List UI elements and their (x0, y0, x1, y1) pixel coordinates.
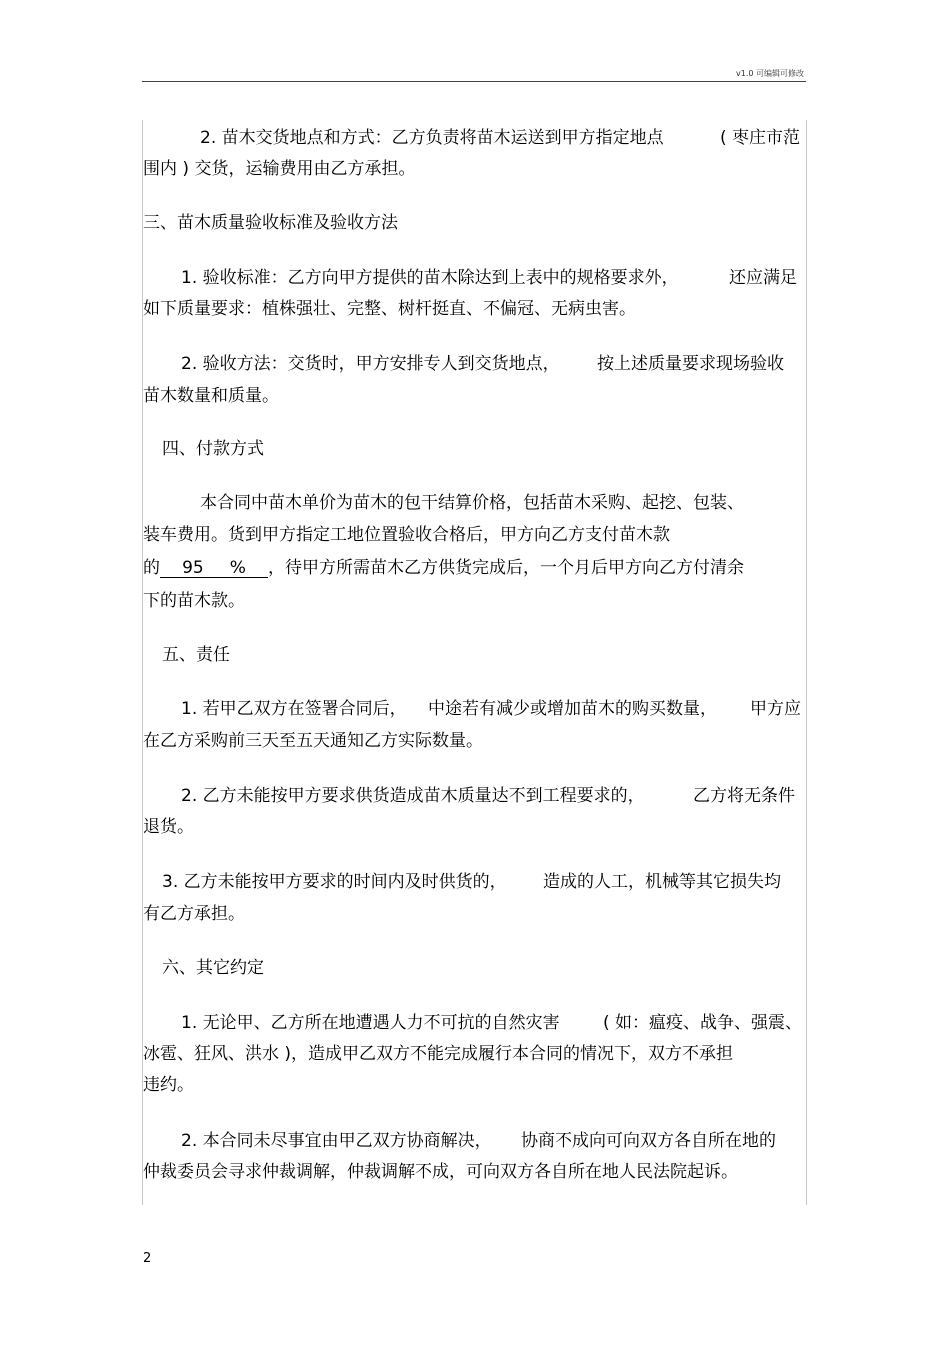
clause-2-line-1a: 2. 苗木交货地点和方式：乙方负责将苗木运送到甲方指定地点 (200, 128, 664, 148)
section-5-heading: 五、责任 (162, 645, 230, 665)
payment-line-1: 本合同中苗木单价为苗木的包干结算价格，包括苗木采购、起挖、包装、 (200, 493, 744, 513)
payment-prefix: 的 (143, 558, 160, 578)
clause-2-line-1b: ( 枣庄市范 (720, 128, 801, 148)
header-version: v1.0 可编辑可修改 (736, 69, 804, 78)
other-2-line-1b: 协商不成向可向双方各自所在地的 (521, 1131, 776, 1151)
acceptance-method-line-1b: 按上述质量要求现场验收 (597, 354, 784, 374)
payment-percent-value: 95 (182, 558, 204, 578)
liability-3-line-2: 有乙方承担。 (143, 904, 245, 924)
liability-3-line-1b: 造成的人工，机械等其它损失均 (543, 872, 781, 892)
payment-line-4: 下的苗木款。 (143, 591, 245, 611)
other-2-line-2: 仲裁委员会寻求仲裁调解，仲裁调解不成，可向双方各自所在地人民法院起诉。 (143, 1162, 738, 1182)
section-6-heading: 六、其它约定 (162, 958, 264, 978)
liability-3-line-1a: 3. 乙方未能按甲方要求的时间内及时供货的， (162, 872, 507, 892)
liability-1-line-1c: 甲方应 (750, 699, 801, 719)
acceptance-standard-line-2: 如下质量要求：植株强壮、完整、树杆挺直、不偏冠、无病虫害。 (143, 299, 636, 319)
liability-2-line-2: 退货。 (143, 817, 194, 837)
clause-2-line-2: 围内 ) 交货，运输费用由乙方承担。 (143, 159, 416, 179)
acceptance-standard-line-1a: 1. 验收标准：乙方向甲方提供的苗木除达到上表中的规格要求外， (181, 268, 679, 288)
liability-2-line-1a: 2. 乙方未能按甲方要求供货造成苗木质量达不到工程要求的， (181, 786, 645, 806)
other-1-line-1a: 1. 无论甲、乙方所在地遭遇人力不可抗的自然灾害 (181, 1013, 560, 1033)
section-3-heading: 三、苗木质量验收标准及验收方法 (143, 213, 398, 233)
liability-1-line-1a: 1. 若甲乙双方在签署合同后， (181, 699, 407, 719)
payment-line-2: 装车费用。货到甲方指定工地位置验收合格后，甲方向乙方支付苗木款 (143, 525, 670, 545)
frame-left-border (142, 120, 143, 1205)
other-1-line-2: 冰雹、狂风、洪水 )，造成甲乙双方不能完成履行本合同的情况下，双方不承担 (143, 1044, 734, 1064)
liability-1-line-1b: 中途若有减少或增加苗木的购买数量， (428, 699, 717, 719)
section-4-heading: 四、付款方式 (162, 439, 264, 459)
frame-right-border (806, 120, 807, 1205)
liability-2-line-1b: 乙方将无条件 (693, 786, 795, 806)
other-2-line-1a: 2. 本合同未尽事宜由甲乙双方协商解决， (181, 1131, 492, 1151)
other-1-line-3: 违约。 (143, 1075, 194, 1095)
header-rule (142, 81, 806, 82)
payment-line-3 (143, 558, 744, 578)
liability-1-line-2: 在乙方采购前三天至五天通知乙方实际数量。 (143, 731, 483, 751)
acceptance-standard-line-1b: 还应满足 (729, 268, 797, 288)
acceptance-method-line-2: 苗木数量和质量。 (143, 386, 279, 406)
page-number: 2 (143, 1251, 152, 1266)
payment-percent-blank (160, 559, 268, 578)
other-1-line-1b: ( 如：瘟疫、战争、强震、 (603, 1013, 803, 1033)
acceptance-method-line-1a: 2. 验收方法：交货时，甲方安排专人到交货地点， (181, 354, 560, 374)
percent-sign: % (229, 558, 246, 578)
payment-suffix: ，待甲方所需苗木乙方供货完成后，一个月后甲方向乙方付清余 (268, 558, 744, 578)
